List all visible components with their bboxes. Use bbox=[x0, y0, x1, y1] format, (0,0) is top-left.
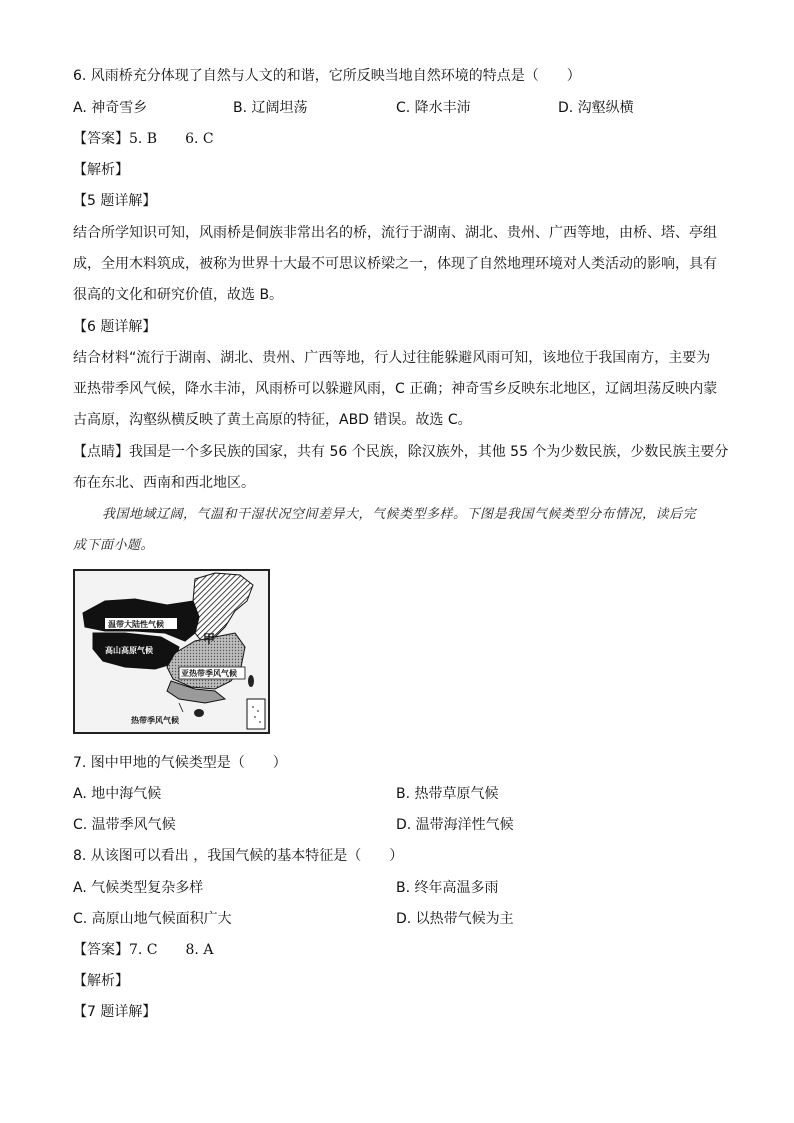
q8-option-d: D. 以热带气候为主 bbox=[396, 911, 514, 927]
q8-option-a: A. 气候类型复杂多样 bbox=[73, 880, 204, 896]
q7-option-d: D. 温带海洋性气候 bbox=[396, 817, 514, 833]
q5-detail-line-3: 很高的文化和研究价值，故选 B。 bbox=[73, 287, 284, 303]
q8-option-c: C. 高原山地气候面积广大 bbox=[73, 911, 232, 927]
temperate-monsoon-region bbox=[193, 573, 253, 643]
q6-option-d: D. 沟壑纵横 bbox=[558, 100, 634, 116]
q6-detail-line-1: 结合材料“流行于湖南、湖北、贵州、广西等地，行人过往能躲避风雨可知，该地位于我国南方，主要为 bbox=[73, 350, 711, 366]
question-7-stem: 7. 图中甲地的气候类型是（ ） bbox=[73, 755, 287, 771]
south-sea-inset bbox=[247, 699, 265, 729]
answer-text-2: 7. C 8. A bbox=[129, 942, 214, 958]
map-label-tropical-monsoon: 热带季风气候 bbox=[131, 716, 179, 725]
intro-line-1: 我国地域辽阔，气温和干湿状况空间差异大，气候类型多样。下图是我国气候类型分布情况，读后完 bbox=[102, 507, 697, 522]
answer-tag-2: 【答案】 bbox=[73, 942, 129, 958]
intro-line-2: 成下面小题。 bbox=[73, 538, 155, 553]
q6-option-a: A. 神奇雪乡 bbox=[73, 100, 148, 116]
analysis-heading-1: 【解析】 bbox=[73, 162, 129, 178]
dianjing-line-1: 【点睛】我国是一个多民族的国家，共有 56 个民族，除汉族外，其他 55 个为少数民族，少数民族主要分 bbox=[73, 444, 729, 460]
q7-option-c: C. 温带季风气候 bbox=[73, 817, 176, 833]
q6-detail-line-3: 古高原，沟壑纵横反映了黄土高原的特征，ABD 错误。故选 C。 bbox=[73, 412, 472, 428]
climate-map bbox=[73, 569, 270, 734]
answer-block-1 bbox=[73, 129, 214, 149]
q6-option-b: B. 辽阔坦荡 bbox=[233, 100, 308, 116]
taiwan-island bbox=[248, 675, 254, 687]
q7-option-a: A. 地中海气候 bbox=[73, 786, 162, 802]
q6-detail-heading: 【6 题详解】 bbox=[73, 319, 157, 335]
map-label-subtropical-monsoon: 亚热带季风气候 bbox=[181, 669, 237, 678]
q5-detail-heading: 【5 题详解】 bbox=[73, 193, 157, 209]
answer-block-2 bbox=[73, 940, 213, 960]
map-label-plateau-mountain: 高山高原气候 bbox=[105, 646, 153, 655]
analysis-heading-2: 【解析】 bbox=[73, 973, 129, 989]
question-8-stem: 8. 从该图可以看出 ，我国气候的基本特征是（ ） bbox=[73, 848, 404, 864]
hainan-island bbox=[194, 709, 204, 717]
map-label-temperate-continental: 温带大陆性气候 bbox=[108, 620, 164, 629]
q7-detail-heading: 【7 题详解】 bbox=[73, 1004, 157, 1020]
q8-option-b: B. 终年高温多雨 bbox=[396, 880, 499, 896]
map-label-jia: 甲 bbox=[203, 632, 216, 646]
q6-detail-line-2: 亚热带季风气候，降水丰沛，风雨桥可以躲避风雨，C 正确；神奇雪乡反映东北地区，辽阔坦荡反映内蒙 bbox=[73, 381, 718, 397]
answer-text: 5. B 6. C bbox=[129, 131, 214, 147]
q7-option-b: B. 热带草原气候 bbox=[396, 786, 499, 802]
q5-detail-line-2: 成，全用木料筑成，被称为世界十大最不可思议桥梁之一，体现了自然地理环境对人类活动的影响，具有 bbox=[73, 256, 717, 272]
dianjing-line-2: 布在东北、西南和西北地区。 bbox=[73, 475, 255, 491]
q5-detail-line-1: 结合所学知识可知，风雨桥是侗族非常出名的桥，流行于湖南、湖北、贵州、广西等地，由桥、塔、亭组 bbox=[73, 225, 717, 241]
q6-option-c: C. 降水丰沛 bbox=[396, 100, 471, 116]
question-6-stem: 6. 风雨桥充分体现了自然与人文的和谐，它所反映当地自然环境的特点是（ ） bbox=[73, 68, 581, 84]
climate-map-drawing bbox=[75, 571, 268, 732]
answer-tag: 【答案】 bbox=[73, 131, 129, 147]
